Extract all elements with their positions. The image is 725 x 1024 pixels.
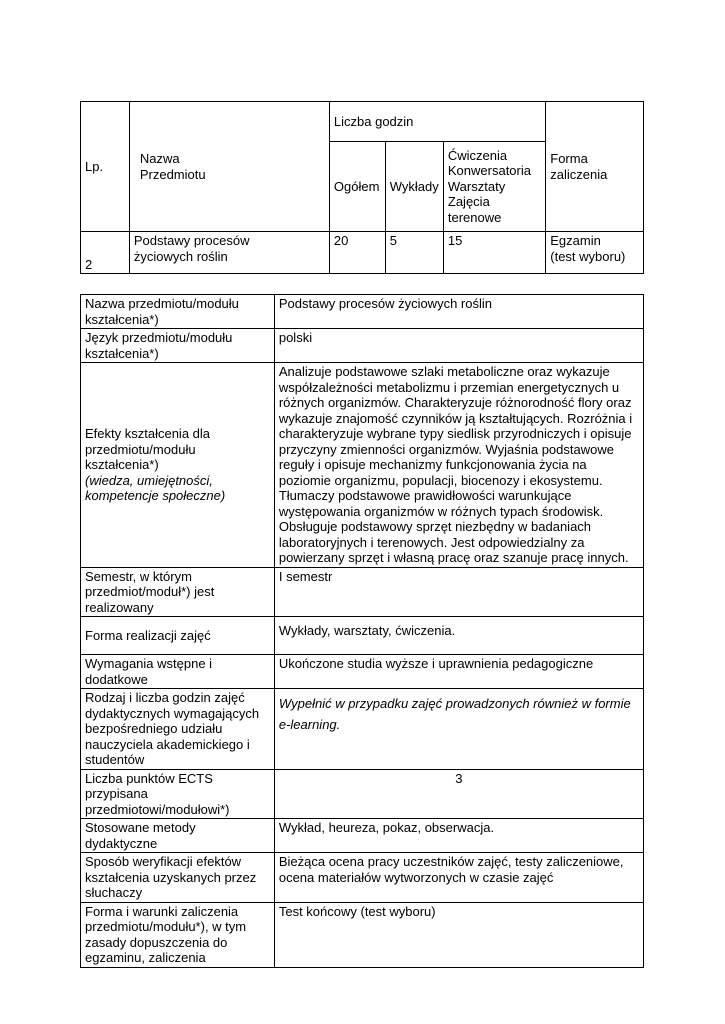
detail-label-verification: Sposób weryfikacji efektów kształcenia uzyskanych przez słuchaczy <box>81 853 275 903</box>
header-hours: Liczba godzin <box>329 102 545 142</box>
header-lecture-hours: Wykłady <box>385 142 443 232</box>
row-lecture-hours: 5 <box>385 232 443 274</box>
detail-value-requirements: Ukończone studia wyższe i uprawnienia pedagogiczne <box>274 655 643 689</box>
detail-value-subject-name: Podstawy procesów życiowych roślin <box>274 295 643 329</box>
header-exercise-hours: Ćwiczenia Konwersatoria Warsztaty Zajęcia terenowe <box>443 142 545 232</box>
detail-label-completion: Forma i warunki zaliczenia przedmiotu/modułu*), w tym zasady dopuszczenia do egzaminu, zaliczenia <box>81 902 275 967</box>
detail-label-learning-outcomes <box>81 363 275 568</box>
table-row <box>81 769 644 819</box>
header-total-hours: Ogółem <box>329 142 385 232</box>
detail-label-ects: Liczba punktów ECTS przypisana przedmiotowi/modułowi*) <box>81 769 275 819</box>
detail-value-completion: Test końcowy (test wyboru) <box>274 902 643 967</box>
table-row <box>81 902 644 967</box>
table-row <box>81 363 644 568</box>
row-subject-name: Podstawy procesów życiowych roślin <box>129 232 329 274</box>
detail-value-class-form: Wykłady, warsztaty, ćwiczenia. <box>274 617 643 655</box>
detail-label-class-form: Forma realizacji zajęć <box>81 617 275 655</box>
row-total-hours: 20 <box>329 232 385 274</box>
detail-value-learning-outcomes: Analizuje podstawowe szlaki metaboliczne oraz wykazuje współzależności metabolizmu i przemian energetycznych u różnych organizmów. Charakteryzuje różnorodność flory oraz wykazuje znajomość czynników ją kształtujących. Rozróżnia i charakteryzuje wybrane typy siedlisk przyrodniczych i opisuje przyczyny zmienności organizmów. Wyjaśnia podstawowe reguły i opisuje mechanizmy funkcjonowania życia na poziomie organizmu, populacji, biocenozy i ekosystemu. Tłumaczy podstawowe prawidłowości warunkujące występowania organizmów w różnych typach środowisk. Obsługuje podstawowy sprzęt niezbędny w badaniach laboratoryjnych i terenowych. Jest odpowiedzialny za powierzany sprzęt i własną pracę oraz szanuje pracę innych. <box>274 363 643 568</box>
detail-value-ects: 3 <box>274 769 643 819</box>
table-row <box>81 617 644 655</box>
header-lp: Lp. <box>81 102 130 232</box>
table-row <box>81 295 644 329</box>
detail-label-subject-name: Nazwa przedmiotu/modułu kształcenia*) <box>81 295 275 329</box>
detail-value-teaching-methods: Wykład, heureza, pokaz, obserwacja. <box>274 819 643 853</box>
detail-value-language: polski <box>274 329 643 363</box>
detail-label-teaching-methods: Stosowane metody dydaktyczne <box>81 819 275 853</box>
detail-label-contact-hours: Rodzaj i liczba godzin zajęć dydaktycznych wymagających bezpośredniego udziału nauczyciela akademickiego i studentów <box>81 689 275 770</box>
detail-label-semester: Semestr, w którym przedmiot/moduł*) jest realizowany <box>81 567 275 617</box>
detail-label-language: Język przedmiotu/modułu kształcenia*) <box>81 329 275 363</box>
detail-value-semester: I semestr <box>274 567 643 617</box>
table-row <box>81 819 644 853</box>
detail-value-verification: Bieżąca ocena pracy uczestników zajęć, testy zaliczeniowe, ocena materiałów wytworzonych w czasie zajęć <box>274 853 643 903</box>
header-subject-name: Nazwa Przedmiotu <box>129 102 329 232</box>
table-row <box>81 853 644 903</box>
detail-value-contact-hours <box>274 689 643 770</box>
learning-outcomes-label: Efekty kształcenia dla przedmiotu/modułu kształcenia*) <box>85 426 211 472</box>
table-row <box>81 689 644 770</box>
contact-hours-note: Wypełnić w przypadku zajęć prowadzonych również w formie e-learning. <box>278 696 631 732</box>
table-row <box>81 329 644 363</box>
row-exercise-hours: 15 <box>443 232 545 274</box>
course-details-table <box>80 294 644 968</box>
table-row <box>81 232 644 274</box>
row-assessment-form: Egzamin (test wyboru) <box>546 232 644 274</box>
detail-label-requirements: Wymagania wstępne i dodatkowe <box>81 655 275 689</box>
course-summary-table <box>80 101 644 274</box>
table-row <box>81 567 644 617</box>
learning-outcomes-note: (wiedza, umiejętności, kompetencje społeczne) <box>85 472 226 503</box>
row-lp: 2 <box>81 232 130 274</box>
header-assessment-form: Forma zaliczenia <box>546 102 644 232</box>
table-row <box>81 655 644 689</box>
